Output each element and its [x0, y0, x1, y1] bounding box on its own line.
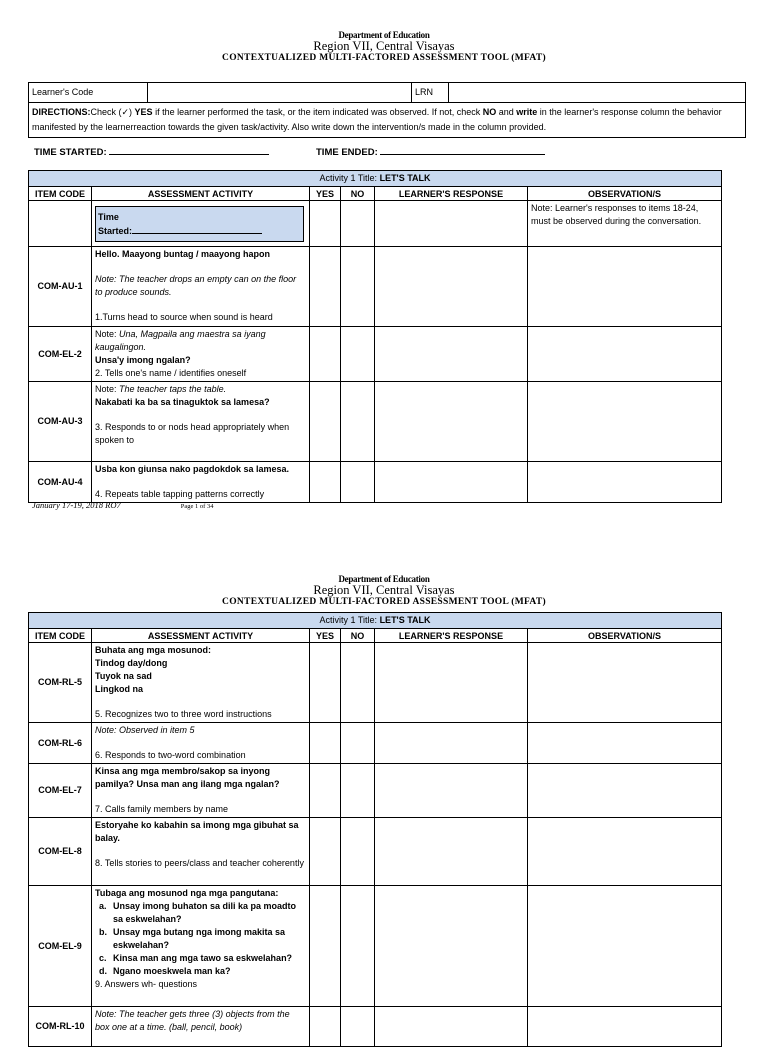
item-code: COM-AU-3 — [29, 382, 92, 462]
table-row — [29, 764, 722, 818]
yes-checkbox[interactable] — [310, 462, 341, 503]
observation-field[interactable] — [528, 643, 722, 723]
table-row — [29, 643, 722, 723]
table-row — [29, 201, 722, 247]
item-code: COM-RL-10 — [29, 1007, 92, 1047]
yes-checkbox[interactable] — [310, 382, 341, 462]
response-field[interactable] — [375, 382, 528, 462]
table-row — [29, 818, 722, 886]
document-page-2 — [0, 560, 768, 1032]
page-footer — [32, 500, 213, 510]
list-item: b. Unsay mga butang nga imong makita sa eskwelahan? — [99, 927, 286, 950]
observation-field[interactable] — [528, 818, 722, 886]
no-checkbox[interactable] — [341, 723, 375, 764]
list-item: d. Ngano moeskwela man ka? — [99, 966, 231, 976]
table-row — [29, 886, 722, 1007]
activity-cell: Buhata ang mga mosunod: Tindog day/dong Tuyok na sad Lingkod na 5. Recognizes two to three word instructions — [92, 643, 310, 723]
no-checkbox[interactable] — [341, 247, 375, 327]
list-item: a. Unsay imong buhaton sa dili ka pa moadto sa eskwelahan? — [99, 901, 297, 924]
col-item-code: ITEM CODE — [29, 187, 92, 201]
observation-field[interactable] — [528, 247, 722, 327]
response-field[interactable] — [375, 1007, 528, 1047]
no-checkbox[interactable] — [341, 764, 375, 818]
item-code: COM-EL-8 — [29, 818, 92, 886]
time-ended — [316, 146, 545, 158]
activity-cell: Tubaga ang mosunod nga mga pangutana: a. Unsay imong buhaton sa dili ka pa moadto sa eskwelahan? b. Unsay mga butang nga imong makita sa eskwelahan? c. Kinsa man ang mga tawo sa eskwelahan? d. Ngano moeskwela man ka? 9. Answers wh- questions — [92, 886, 310, 1007]
question-list — [99, 900, 306, 978]
observation-note: Note: Learner's responses to items 18-24, must be observed during the conversation. — [528, 201, 722, 247]
activity-title: Activity 1 Title: LET'S TALK — [29, 613, 722, 629]
table-row — [29, 382, 722, 462]
page-header — [0, 574, 768, 607]
observation-field[interactable] — [528, 462, 722, 503]
activity-cell: Note: Una, Magpaila ang maestra sa iyang kaugalingon. Unsa'y imong ngalan? 2. Tells one's name / identifies oneself — [92, 327, 310, 382]
observation-field[interactable] — [528, 382, 722, 462]
item-code: COM-RL-5 — [29, 643, 92, 723]
footer-date: January 17-19, 2018 RO7 — [32, 500, 121, 510]
no-checkbox[interactable] — [341, 1007, 375, 1047]
response-field[interactable] — [375, 462, 528, 503]
yes-checkbox[interactable] — [310, 643, 341, 723]
observation-field[interactable] — [528, 764, 722, 818]
observation-field[interactable] — [528, 886, 722, 1007]
col-no: NO — [341, 187, 375, 201]
directions-text: DIRECTIONS:Check (✓) YES if the learner performed the task, or the item indicated was observed. If not, check NO and write in the learner's response column the behavior manifested by the learnerreaction towards the given task/activity. Also write down the intervention/s made in the column provided. — [29, 103, 746, 138]
no-checkbox[interactable] — [341, 201, 375, 247]
activity-cell: Usba kon giunsa nako pagdokdok sa lamesa. 4. Repeats table tapping patterns correctly — [92, 462, 310, 503]
response-field[interactable] — [375, 818, 528, 886]
time-started-box[interactable]: Time Started: — [95, 206, 304, 242]
no-checkbox[interactable] — [341, 818, 375, 886]
observation-field[interactable] — [528, 1007, 722, 1047]
time-ended-label: TIME ENDED: — [316, 147, 378, 158]
learners-code-label: Learner's Code — [29, 83, 148, 103]
col-observations: OBSERVATION/S — [528, 187, 722, 201]
table-row — [29, 462, 722, 503]
table-row — [29, 327, 722, 382]
item-code: COM-AU-1 — [29, 247, 92, 327]
no-checkbox[interactable] — [341, 327, 375, 382]
item-code: COM-EL-2 — [29, 327, 92, 382]
tool-title: CONTEXTUALIZED MULTI-FACTORED ASSESSMENT TOOL (MFAT) — [222, 53, 546, 63]
activity-cell: Note: The teacher gets three (3) objects from the box one at a time. (ball, pencil, book) — [92, 1007, 310, 1047]
response-field[interactable] — [375, 886, 528, 1007]
item-code: COM-EL-7 — [29, 764, 92, 818]
learners-code-field[interactable] — [148, 83, 412, 103]
col-item-code: ITEM CODE — [29, 629, 92, 643]
col-yes: YES — [310, 187, 341, 201]
observation-field[interactable] — [528, 327, 722, 382]
no-checkbox[interactable] — [341, 643, 375, 723]
activity-cell: Note: Observed in item 5 6. Responds to two-word combination — [92, 723, 310, 764]
page-gap — [0, 518, 768, 560]
response-field[interactable] — [375, 643, 528, 723]
page-header — [0, 30, 768, 63]
yes-checkbox[interactable] — [310, 201, 341, 247]
col-learners-response: LEARNER'S RESPONSE — [375, 187, 528, 201]
activity-cell: Estoryahe ko kabahin sa imong mga gibuhat sa balay. 8. Tells stories to peers/class and teacher coherently — [92, 818, 310, 886]
activity-title: Activity 1 Title: LET'S TALK — [29, 171, 722, 187]
response-field[interactable] — [375, 201, 528, 247]
response-field[interactable] — [375, 723, 528, 764]
yes-checkbox[interactable] — [310, 723, 341, 764]
assessment-table-page-2 — [28, 612, 722, 1047]
time-started-label: TIME STARTED: — [34, 147, 107, 158]
list-item: c. Kinsa man ang mga tawo sa eskwelahan? — [99, 953, 293, 963]
response-field[interactable] — [375, 764, 528, 818]
activity-cell: Hello. Maayong buntag / maayong hapon Note: The teacher drops an empty can on the floor to produce sounds. 1.Turns head to source when sound is heard — [92, 247, 310, 327]
lrn-field[interactable] — [449, 83, 746, 103]
activity-cell: Note: The teacher taps the table. Nakabati ka ba sa tinaguktok sa lamesa? 3. Responds to or nods head appropriately when spoken to — [92, 382, 310, 462]
region-title: Region VII, Central Visayas — [313, 583, 455, 597]
table-row — [29, 247, 722, 327]
document-page-1 — [0, 0, 768, 518]
observation-field[interactable] — [528, 723, 722, 764]
no-checkbox[interactable] — [341, 382, 375, 462]
tool-title: CONTEXTUALIZED MULTI-FACTORED ASSESSMENT TOOL (MFAT) — [222, 597, 546, 607]
item-code: COM-AU-4 — [29, 462, 92, 503]
table-row — [29, 723, 722, 764]
col-observations: OBSERVATION/S — [528, 629, 722, 643]
lrn-label: LRN — [412, 83, 449, 103]
department-title: Department of Education — [338, 30, 430, 40]
table-row — [29, 1007, 722, 1047]
item-code: COM-RL-6 — [29, 723, 92, 764]
region-title: Region VII, Central Visayas — [313, 39, 455, 53]
yes-checkbox[interactable] — [310, 764, 341, 818]
no-checkbox[interactable] — [341, 886, 375, 1007]
response-field[interactable] — [375, 327, 528, 382]
department-title: Department of Education — [338, 574, 430, 584]
yes-checkbox[interactable] — [310, 1007, 341, 1047]
activity-cell: Kinsa ang mga membro/sakop sa inyong pamilya? Unsa man ang ilang mga ngalan? 7. Calls family members by name — [92, 764, 310, 818]
yes-checkbox[interactable] — [310, 327, 341, 382]
footer-page-number: Page 1 of 34 — [180, 503, 214, 510]
time-started — [34, 146, 269, 158]
col-assessment-activity: ASSESSMENT ACTIVITY — [92, 187, 310, 201]
col-assessment-activity: ASSESSMENT ACTIVITY — [92, 629, 310, 643]
yes-checkbox[interactable] — [310, 818, 341, 886]
no-checkbox[interactable] — [341, 462, 375, 503]
time-started-field[interactable] — [109, 146, 269, 155]
assessment-table-page-1 — [28, 170, 722, 503]
response-field[interactable] — [375, 247, 528, 327]
learner-info-table — [28, 82, 746, 138]
time-ended-field[interactable] — [380, 146, 545, 155]
item-code: COM-EL-9 — [29, 886, 92, 1007]
col-yes: YES — [310, 629, 341, 643]
yes-checkbox[interactable] — [310, 247, 341, 327]
col-no: NO — [341, 629, 375, 643]
col-learners-response: LEARNER'S RESPONSE — [375, 629, 528, 643]
yes-checkbox[interactable] — [310, 886, 341, 1007]
